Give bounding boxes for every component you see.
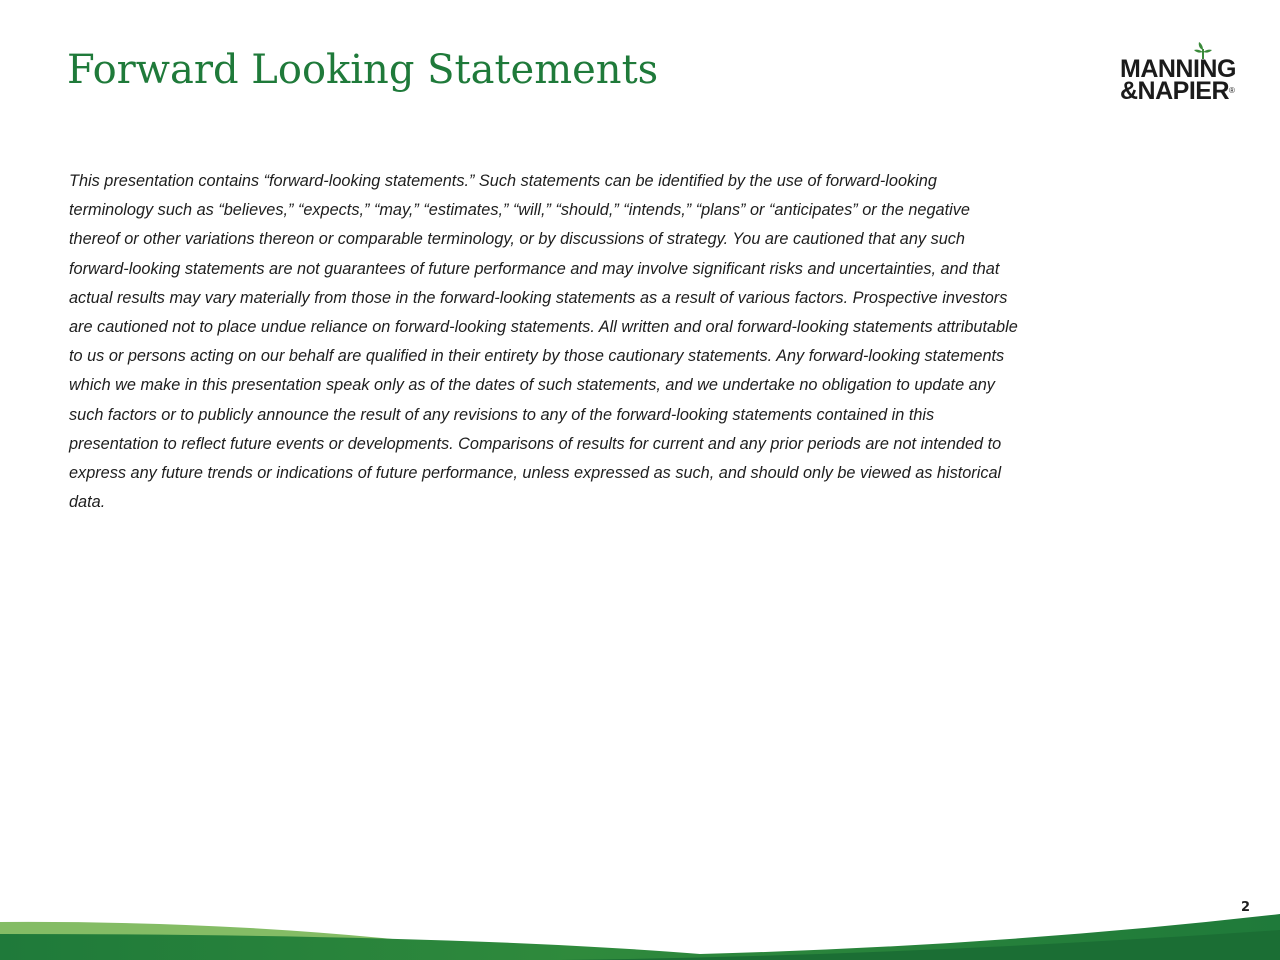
- logo-text-line1: MANNING: [1120, 55, 1236, 83]
- company-logo: [1118, 40, 1240, 104]
- slide-title: Forward Looking Statements: [67, 47, 659, 93]
- disclaimer-line: terminology such as “believes,” “expects,” “may,” “estimates,” “will,” “should,” “intends,” “plans” or “anticipates” or the negative: [69, 201, 970, 220]
- logo-text-line2-label: &NAPIER: [1120, 77, 1230, 105]
- disclaimer-line: This presentation contains “forward-looking statements.” Such statements can be identified by the use of forward-looking: [69, 172, 937, 190]
- disclaimer-line: express any future trends or indications of future performance, unless expressed as such, and should only be viewed as historical: [69, 464, 1002, 483]
- disclaimer-line: presentation to reflect future events or developments. Comparisons of results for current and any prior periods are not intended to: [69, 434, 1002, 453]
- logo-text-line2: [1120, 78, 1234, 104]
- disclaimer-line: forward-looking statements are not guarantees of future performance and may involve significant risks and uncertainties, and that: [69, 259, 1000, 278]
- disclaimer-line: such factors or to publicly announce the result of any revisions to any of the forward-looking statements contained in this: [69, 405, 935, 424]
- footer-band: [0, 900, 1280, 960]
- disclaimer-line: are cautioned not to place undue reliance on forward-looking statements. All written and oral forward-looking statements attributable: [69, 318, 1018, 337]
- disclaimer-line: thereof or other variations thereon or comparable terminology, or by discussions of strategy. You are cautioned that any such: [69, 230, 965, 249]
- disclaimer-line: to us or persons acting on our behalf are qualified in their entirety by those cautionary statements. Any forward-looking statements: [69, 347, 1005, 366]
- disclaimer-paragraph: [69, 167, 1219, 517]
- page-number: 2: [1240, 900, 1250, 915]
- disclaimer-line: actual results may vary materially from those in the forward-looking statements as a result of various factors. Prospective investors: [69, 288, 1008, 307]
- disclaimer-line: which we make in this presentation speak only as of the dates of such statements, and we undertake no obligation to update any: [69, 376, 995, 395]
- disclaimer-line: data.: [69, 493, 106, 512]
- registered-mark: ®: [1229, 86, 1235, 95]
